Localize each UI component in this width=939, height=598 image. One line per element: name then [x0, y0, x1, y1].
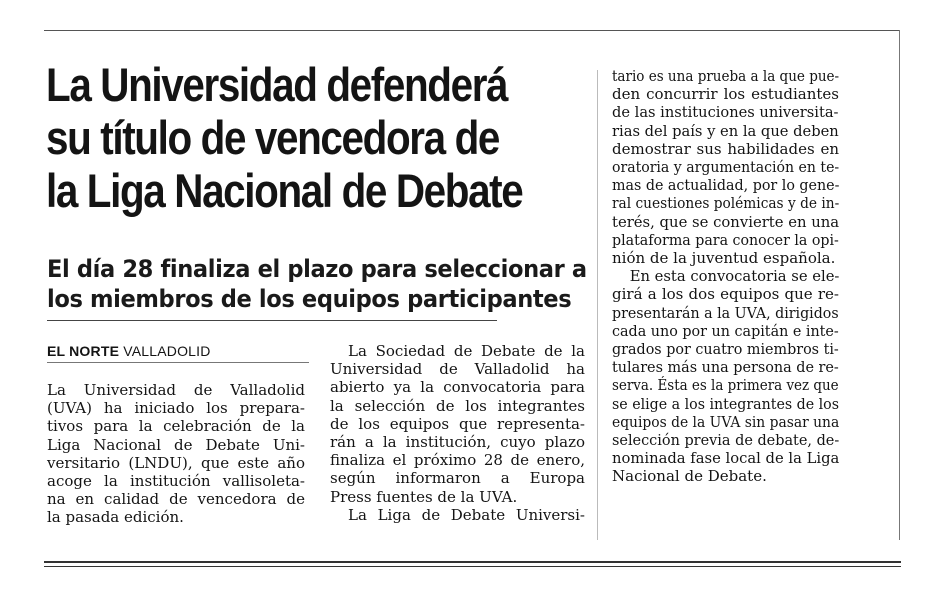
text-line: Press fuentes de la UVA.: [330, 487, 518, 506]
text-line: Liga Nacional de Debate Uni-: [47, 435, 305, 454]
column-separator: [597, 70, 598, 540]
text-line: Universidad de Valladolid ha: [330, 360, 585, 379]
text-line: de los equipos que representa-: [330, 414, 585, 433]
bottom-rule-thin: [44, 566, 901, 567]
text-line: mas de actualidad, por lo gene-: [612, 176, 840, 195]
text-line: La Sociedad de Debate de la: [348, 342, 585, 360]
headline-line: La Universidad defenderá: [46, 58, 508, 111]
text-line: Nacional de Debate.: [612, 467, 767, 486]
text-line: na en calidad de vencedora de: [47, 490, 305, 509]
text-line: grados por cuatro miembros ti-: [612, 340, 839, 359]
text-line: La Liga de Debate Universi-: [348, 505, 585, 524]
text-line: tivos para la celebración de la: [47, 417, 305, 436]
text-line: serva. Ésta es la primera vez que: [612, 376, 839, 395]
byline: [47, 343, 211, 359]
text-line: versitario (LNDU), que este año: [47, 453, 305, 472]
text-line: presentarán a la UVA, dirigidos: [612, 303, 839, 322]
byline-location: VALLADOLID: [123, 343, 211, 359]
subheadline: [47, 254, 587, 314]
text-line: terés, que se convierte en una: [612, 212, 840, 231]
bottom-rule: [44, 561, 901, 563]
text-line: nominada fase local de la Liga: [612, 449, 840, 468]
text-line: tulares más una persona de re-: [612, 358, 839, 377]
text-line: selección previa de debate, de-: [612, 431, 840, 450]
text-line: finaliza el próximo 28 de enero,: [330, 451, 585, 470]
text-line: según informaron a Europa: [330, 469, 585, 488]
text-line: La Universidad de Valladolid: [47, 381, 305, 399]
text-line: den concurrir los estudiantes: [612, 85, 839, 104]
body-column-1: [47, 381, 305, 527]
top-rule: [44, 30, 899, 31]
text-line: abierto ya la convocatoria para: [330, 378, 585, 397]
headline-line: su título de vencedora de: [46, 111, 499, 164]
text-line: nión de la juventud española.: [612, 249, 836, 268]
text-line: girá a los dos equipos que re-: [612, 285, 839, 304]
text-line: demostrar sus habilidades en: [612, 139, 839, 158]
text-line: En esta convocatoria se ele-: [629, 267, 840, 286]
subheadline-line: El día 28 finaliza el plazo para seleccionar a: [47, 255, 587, 283]
text-line: la pasada edición.: [47, 508, 184, 527]
subheadline-rule: [47, 320, 497, 321]
body-column-2: [330, 342, 585, 524]
text-line: acoge la institución vallisoleta-: [47, 472, 305, 491]
byline-source: EL NORTE: [47, 343, 120, 359]
text-line: equipos de la UVA sin pasar una: [612, 412, 840, 431]
text-line: se elige a los integrantes de los: [612, 394, 839, 413]
text-line: tario es una prueba a la que pue-: [612, 67, 840, 85]
text-line: la selección de los integrantes: [330, 396, 585, 415]
headline: [46, 58, 528, 217]
text-line: plataforma para conocer la opi-: [612, 230, 839, 249]
byline-rule: [47, 362, 309, 363]
text-line: rias del país y en la que deben: [612, 121, 839, 140]
headline-line: la Liga Nacional de Debate: [46, 164, 523, 217]
text-line: cada uno por un capitán e inte-: [612, 321, 839, 340]
text-line: ral cuestiones polémicas y de in-: [612, 194, 840, 213]
text-line: rán a la institución, cuyo plazo: [330, 433, 585, 452]
text-line: de las instituciones universita-: [612, 103, 839, 122]
text-line: oratoria y argumentación en te-: [612, 158, 840, 177]
right-border: [899, 30, 900, 540]
text-line: (UVA) ha iniciado los prepara-: [47, 399, 305, 418]
body-column-3: [612, 67, 839, 486]
subheadline-line: los miembros de los equipos participantes: [47, 285, 572, 313]
